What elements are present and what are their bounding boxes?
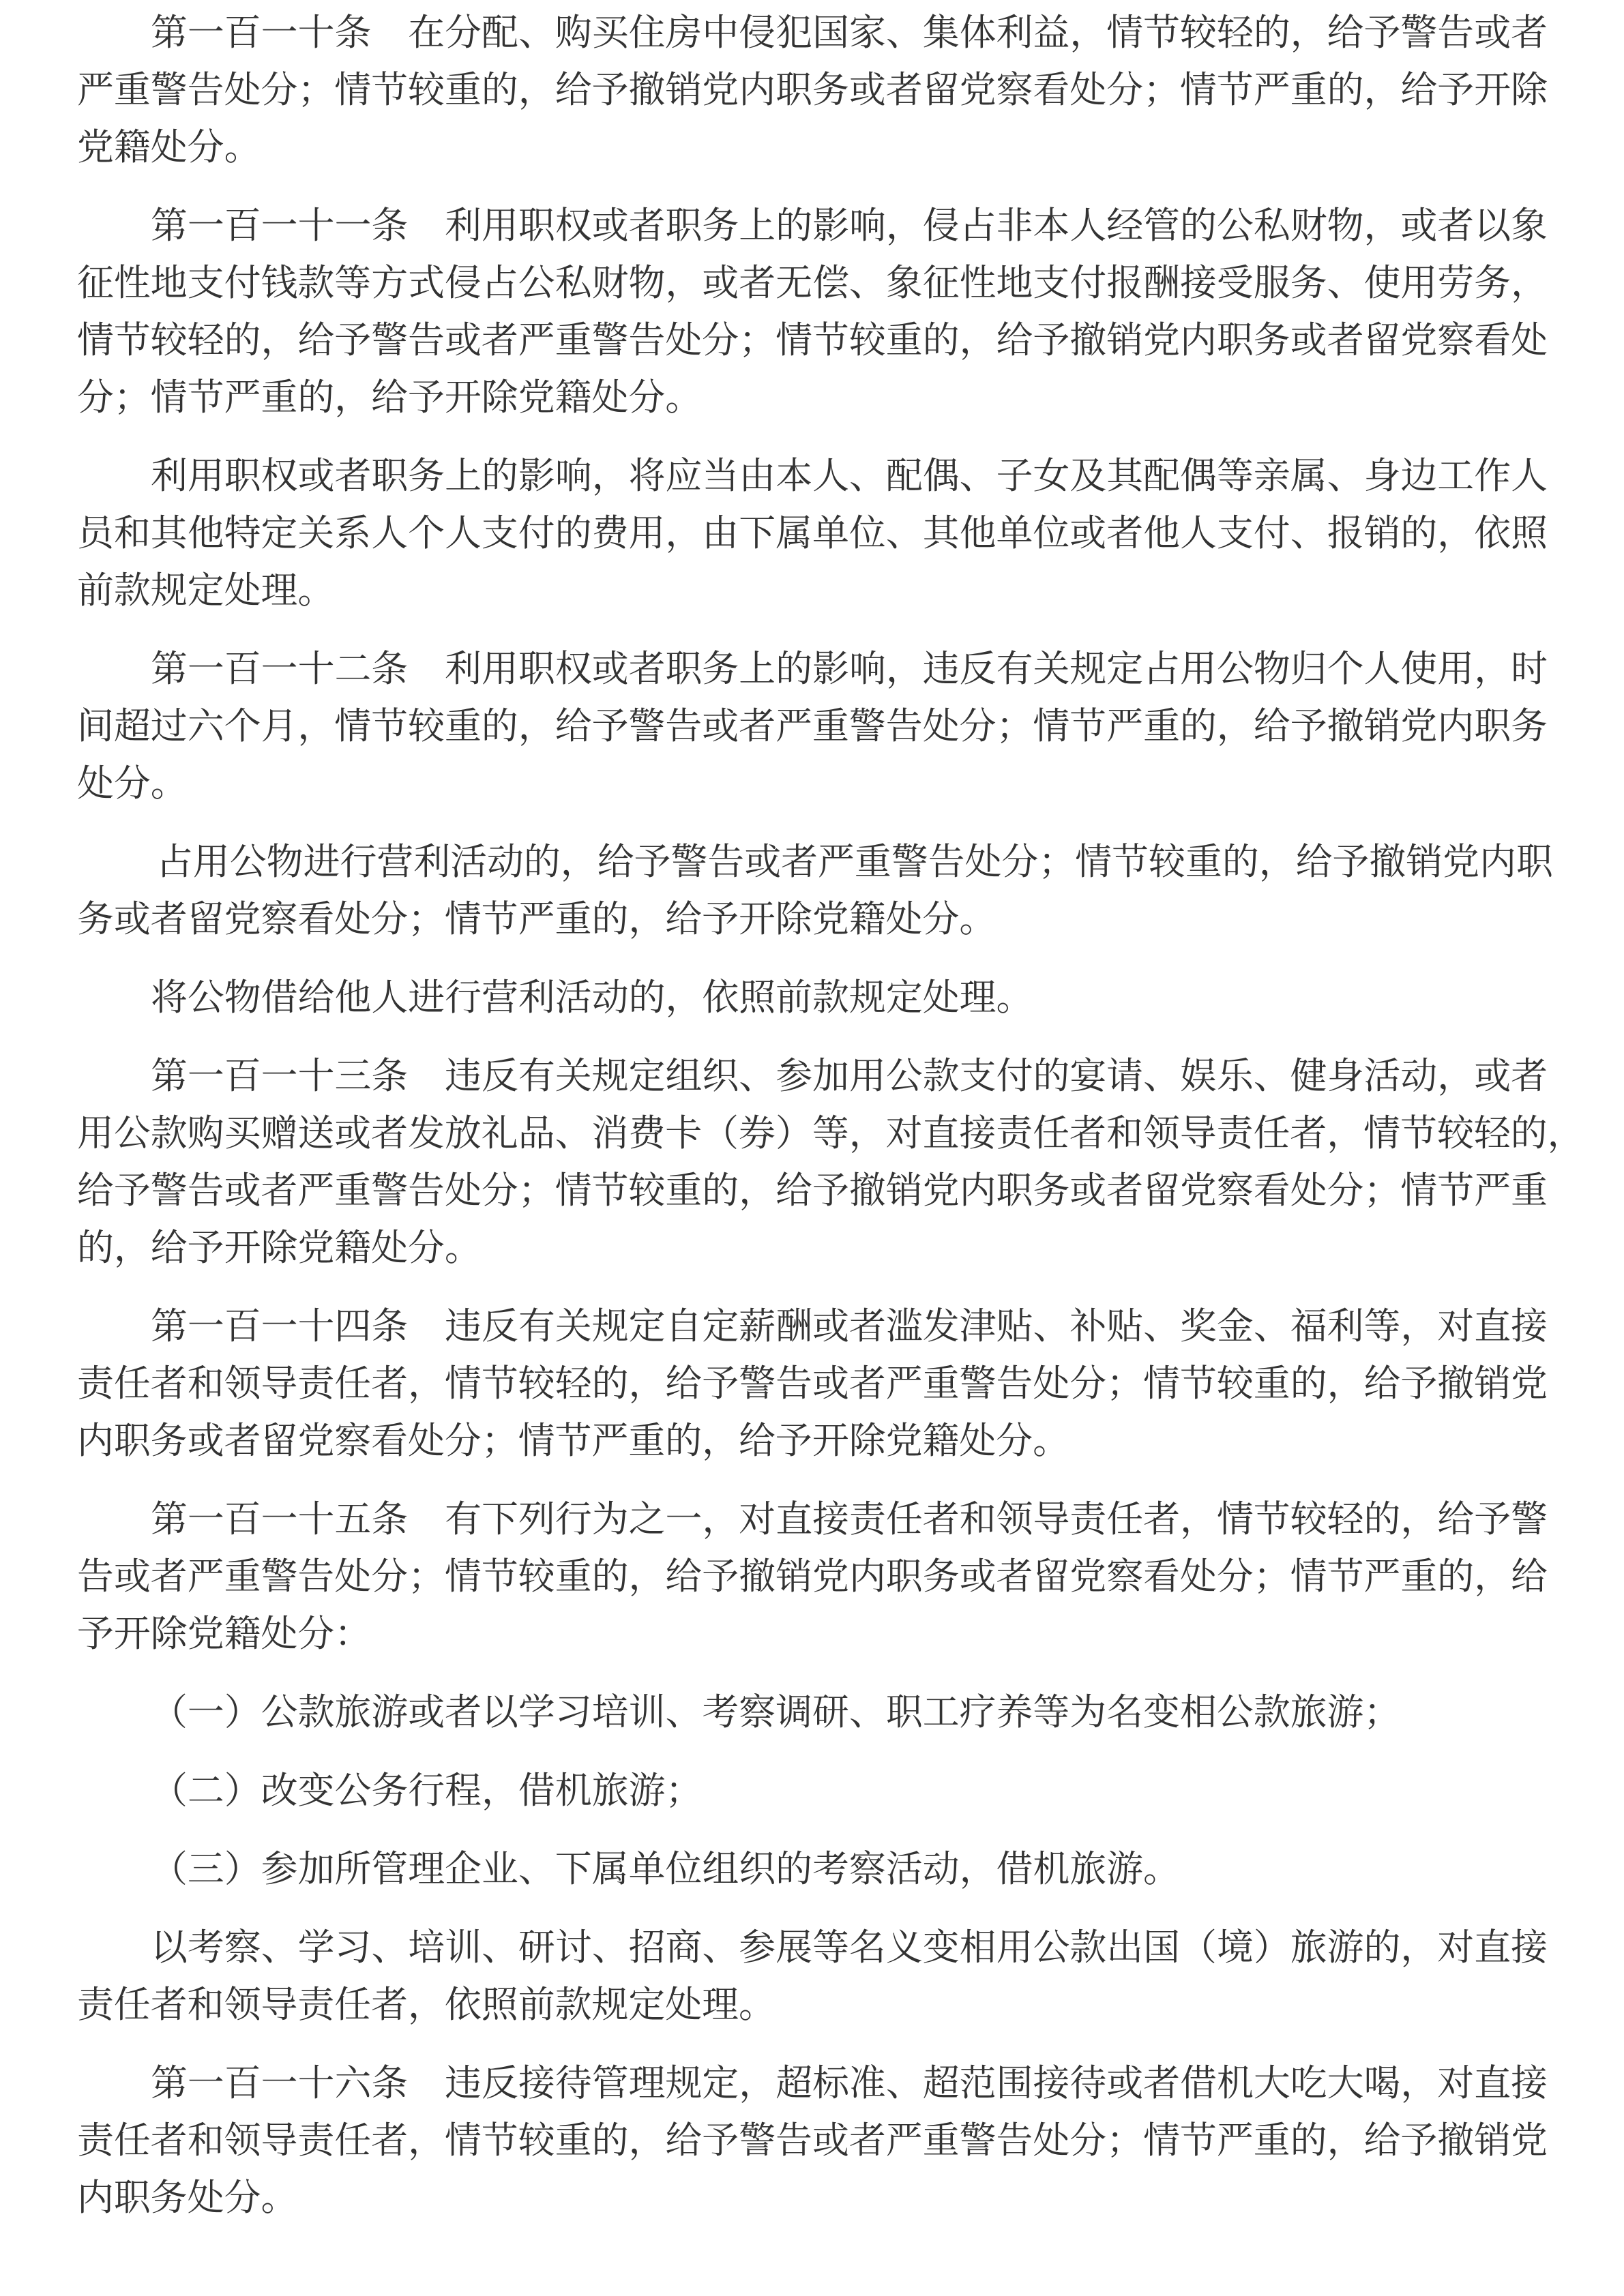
text-line: 告或者严重警告处分；情节较重的，给予撤销党内职务或者留党察看处分；情节严重的，给: [77, 1555, 1548, 1598]
document-body: [77, 4, 1584, 2248]
paragraph-art-115-item-3: [77, 1840, 1548, 1898]
paragraph-art-113: [77, 1047, 1584, 1277]
text-line: 利用职权或者职务上的影响，将应当由本人、配偶、子女及其配偶等亲属、身边工作人: [151, 454, 1548, 497]
text-line: 党籍处分。: [77, 125, 261, 168]
paragraph-art-111-b: [77, 447, 1548, 619]
text-line: 第一百一十四条 违反有关规定自定薪酬或者滥发津贴、补贴、奖金、福利等，对直接: [151, 1304, 1548, 1347]
paragraph-art-116: [77, 2055, 1548, 2226]
text-line: 将公物借给他人进行营利活动的，依照前款规定处理。: [151, 976, 1033, 1019]
text-line: 予开除党籍处分：: [77, 1612, 372, 1655]
text-line: 第一百一十条 在分配、购买住房中侵犯国家、集体利益，情节较轻的，给予警告或者: [151, 11, 1548, 54]
text-line: 务或者留党察看处分；情节严重的，给予开除党籍处分。: [77, 897, 996, 940]
text-line: 第一百一十三条 违反有关规定组织、参加用公款支付的宴请、娱乐、健身活动，或者: [151, 1054, 1548, 1097]
text-line: 员和其他特定关系人个人支付的费用，由下属单位、其他单位或者他人支付、报销的，依照: [77, 511, 1548, 554]
paragraph-art-110: [77, 4, 1548, 176]
paragraph-art-112-b: [77, 833, 1553, 948]
text-line: 第一百一十六条 违反接待管理规定，超标准、超范围接待或者借机大吃大喝，对直接: [151, 2061, 1548, 2104]
text-line: 第一百一十二条 利用职权或者职务上的影响，违反有关规定占用公物归个人使用，时: [151, 647, 1548, 690]
text-line: 严重警告处分；情节较重的，给予撤销党内职务或者留党察看处分；情节严重的，给予开除: [77, 68, 1548, 111]
text-line: 责任者和领导责任者，依照前款规定处理。: [77, 1983, 776, 2026]
paragraph-art-111: [77, 197, 1548, 426]
text-line: 给予警告或者严重警告处分；情节较重的，给予撤销党内职务或者留党察看处分；情节严重: [77, 1169, 1548, 1212]
paragraph-art-115-b: [77, 1919, 1548, 2033]
text-line: 情节较轻的，给予警告或者严重警告处分；情节较重的，给予撤销党内职务或者留党察看处: [77, 318, 1548, 361]
text-line: 第一百一十一条 利用职权或者职务上的影响，侵占非本人经管的公私财物，或者以象: [151, 204, 1548, 247]
paragraph-art-115: [77, 1491, 1548, 1663]
paragraph-art-115-item-2: [77, 1762, 1548, 1819]
text-line: 责任者和领导责任者，情节较重的，给予警告或者严重警告处分；情节严重的，给予撤销党: [77, 2119, 1548, 2162]
text-line: （一）公款旅游或者以学习培训、考察调研、职工疗养等为名变相公款旅游；: [151, 1690, 1401, 1733]
text-line: 内职务处分。: [77, 2176, 298, 2219]
paragraph-art-115-item-1: [77, 1684, 1548, 1741]
paragraph-art-112: [77, 640, 1548, 812]
text-line: 征性地支付钱款等方式侵占公私财物，或者无偿、象征性地支付报酬接受服务、使用劳务，: [77, 261, 1548, 304]
text-line: 责任者和领导责任者，情节较轻的，给予警告或者严重警告处分；情节较重的，给予撤销党: [77, 1362, 1548, 1405]
text-line: 处分。: [77, 762, 188, 805]
text-line: （二）改变公务行程，借机旅游；: [151, 1769, 703, 1812]
text-line: 占用公物进行营利活动的，给予警告或者严重警告处分；情节较重的，给予撤销党内职: [156, 840, 1553, 883]
text-line: 内职务或者留党察看处分；情节严重的，给予开除党籍处分。: [77, 1419, 1070, 1462]
text-line: 以考察、学习、培训、研讨、招商、参展等名义变相用公款出国（境）旅游的，对直接: [151, 1926, 1548, 1969]
text-line: 分；情节严重的，给予开除党籍处分。: [77, 376, 703, 419]
text-line: 前款规定处理。: [77, 569, 335, 612]
text-line: 的，给予开除党籍处分。: [77, 1226, 482, 1269]
paragraph-art-112-c: [77, 969, 1548, 1026]
paragraph-art-114: [77, 1298, 1548, 1470]
text-line: 用公款购买赠送或者发放礼品、消费卡（券）等，对直接责任者和领导责任者，情节较轻的，: [77, 1112, 1584, 1154]
text-line: 第一百一十五条 有下列行为之一，对直接责任者和领导责任者，情节较轻的，给予警: [151, 1497, 1548, 1540]
text-line: 间超过六个月，情节较重的，给予警告或者严重警告处分；情节严重的，给予撤销党内职务: [77, 704, 1548, 747]
text-line: （三）参加所管理企业、下属单位组织的考察活动，借机旅游。: [151, 1847, 1180, 1890]
